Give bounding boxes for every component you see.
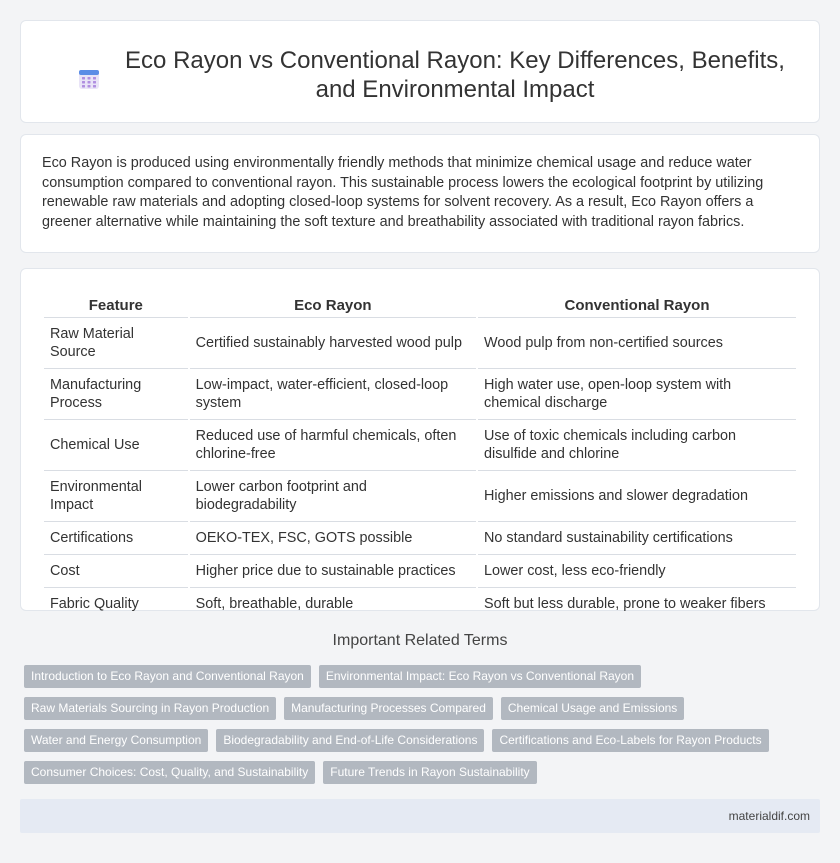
conventional-cell: Lower cost, less eco-friendly — [478, 555, 796, 588]
table-row — [44, 555, 796, 588]
conventional-cell: Wood pulp from non-certified sources — [478, 318, 796, 369]
related-term-tag[interactable]: Consumer Choices: Cost, Quality, and Sustainability — [24, 761, 315, 784]
footer-site-link[interactable]: materialdif.com — [728, 809, 810, 823]
related-term-tag[interactable]: Environmental Impact: Eco Rayon vs Conventional Rayon — [319, 665, 641, 688]
feature-cell: Raw Material Source — [44, 318, 188, 369]
related-term-tag[interactable]: Chemical Usage and Emissions — [501, 697, 684, 720]
table-row — [44, 369, 796, 420]
header-feature: Feature — [44, 296, 188, 318]
table-row — [44, 318, 796, 369]
eco-cell: Certified sustainably harvested wood pulp — [190, 318, 476, 369]
intro-paragraph: Eco Rayon is produced using environmentally friendly methods that minimize chemical usage and reduce water consumption compared to conventional rayon. This sustainable process lowers the ecological footprint by utilizing renewable raw materials and adopting closed-loop systems for solvent recovery. As a result, Eco Rayon offers a greener alternative while maintaining the soft texture and breathability associated with traditional rayon fabrics. — [42, 155, 764, 230]
eco-cell: Reduced use of harmful chemicals, often chlorine-free — [190, 420, 476, 471]
eco-cell: Low-impact, water-efficient, closed-loop system — [190, 369, 476, 420]
related-term-tag[interactable]: Manufacturing Processes Compared — [284, 697, 493, 720]
eco-cell: OEKO-TEX, FSC, GOTS possible — [190, 522, 476, 555]
table-header-row — [44, 296, 796, 318]
table-row — [44, 522, 796, 555]
comparison-card — [20, 268, 820, 611]
eco-cell: Higher price due to sustainable practices — [190, 555, 476, 588]
related-terms-list — [24, 665, 814, 784]
related-term-tag[interactable]: Biodegradability and End-of-Life Considerations — [216, 729, 484, 752]
related-term-tag[interactable]: Future Trends in Rayon Sustainability — [323, 761, 536, 784]
footer-bar — [20, 799, 820, 833]
feature-cell: Certifications — [44, 522, 188, 555]
feature-cell: Fabric Quality — [50, 596, 139, 612]
eco-cell: Lower carbon footprint and biodegradability — [190, 471, 476, 522]
header-conventional-rayon: Conventional Rayon — [478, 296, 796, 318]
conventional-cell: Higher emissions and slower degradation — [478, 471, 796, 522]
table-row — [44, 588, 796, 620]
related-term-tag[interactable]: Certifications and Eco-Labels for Rayon Products — [492, 729, 768, 752]
table-row — [44, 420, 796, 471]
comparison-table — [42, 296, 798, 620]
related-terms-heading: Important Related Terms — [332, 632, 508, 649]
feature-cell: Environmental Impact — [44, 471, 188, 522]
feature-cell: Chemical Use — [44, 420, 188, 471]
conventional-cell: Soft but less durable, prone to weaker fibers — [484, 596, 766, 612]
conventional-cell: High water use, open-loop system with chemical discharge — [478, 369, 796, 420]
intro-card — [20, 134, 820, 253]
feature-cell: Cost — [44, 555, 188, 588]
header-eco-rayon: Eco Rayon — [190, 296, 476, 318]
conventional-cell: Use of toxic chemicals including carbon disulfide and chlorine — [478, 420, 796, 471]
eco-cell: Soft, breathable, durable — [195, 596, 354, 612]
title-card — [20, 20, 820, 123]
related-term-tag[interactable]: Water and Energy Consumption — [24, 729, 208, 752]
conventional-cell: No standard sustainability certifications — [478, 522, 796, 555]
feature-cell: Manufacturing Process — [44, 369, 188, 420]
related-term-tag[interactable]: Introduction to Eco Rayon and Conventional Rayon — [24, 665, 311, 688]
page-title: Eco Rayon vs Conventional Rayon: Key Differences, Benefits, and Environmental Impact — [125, 47, 785, 103]
table-row — [44, 471, 796, 522]
related-term-tag[interactable]: Raw Materials Sourcing in Rayon Production — [24, 697, 276, 720]
